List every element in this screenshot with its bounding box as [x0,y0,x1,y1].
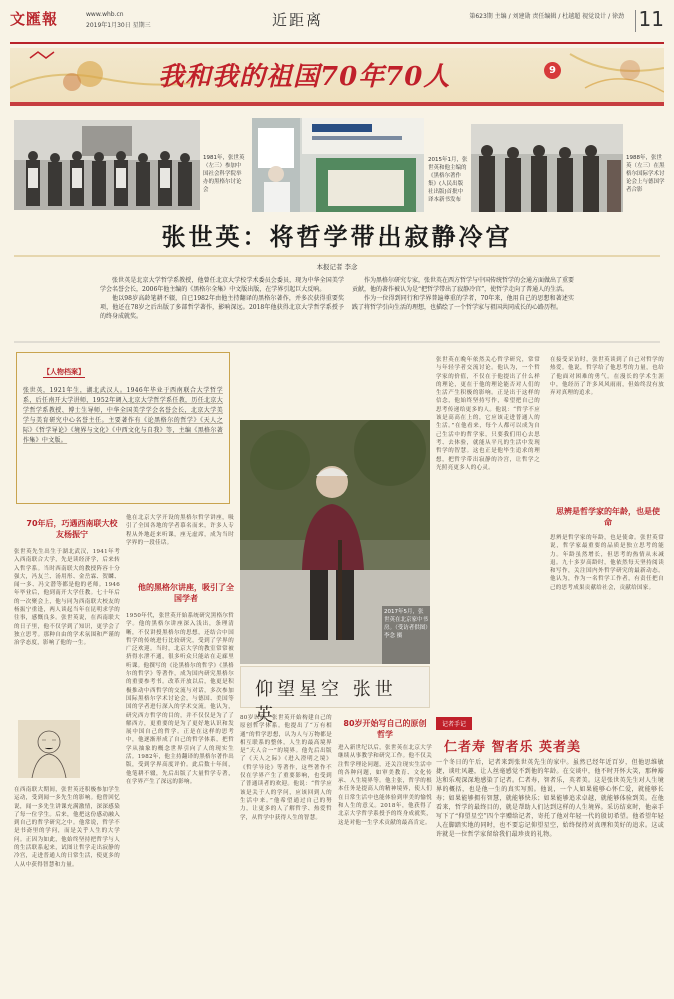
byline: 本报记者 李念 [316,263,358,271]
body-column-1b: 在西南联大期间，张世英还积极参加学生运动，受到闻一多先生的影响。他曾回忆说，闻一多先生讲课充满激情，深深感染了每一位学生。后来，他把这份感动融入到自己的哲学研究之中。他常说，哲学不是书斋里的学问，而是关乎人生的大学问。正因为如此，他始终坚持把哲学与人的生活联系起来，试图让哲学走出寂静的冷宫，走进普通人的日常生活，使更多的人从中获得智慧和力量。 [14,787,120,868]
profile-tag: 【人物档案】 [43,367,85,376]
column-label: 记者手记 [436,717,472,730]
section-title: 近距离 [272,11,324,29]
banner-title: 我和我的祖国70年70人 [158,62,451,92]
intro-paragraph: 张世英是北京大学哲学系教授，他曾任北京大学校学术委员会委员，现为中华全国美学学会名誉会长，2006年他主编的《黑格尔全集》中文版出版，在学界引起巨大反响。 [100,277,344,293]
profile-text: 张世英，1921年生，湖北武汉人。1946年毕业于西南联合大学哲学系，后任南开大学讲师，1952年调入北京大学哲学系任教，历任北京大学哲学系教授、博士生导师，中华全国美学学会名誉会长，北京大学美学与美育研究中心名誉主任。主要著作有《论黑格尔的哲学》《天人之际》《哲学导论》《境界与文化》《中西文化与自我》等，主编《黑格尔著作集》中文版。 [23,387,223,444]
calligraphy-panel [240,666,430,726]
intro-paragraph: 作为一位得到同行和学界普遍尊重的学者，70年来，他用自己的思想和著述实践了将哲学引向生活的理想，也描绘了一个哲学家与祖国共同成长的心路历程。 [352,295,574,311]
photo-caption-1: 1981年，张世英（左三）参加中国社会科学院举办的黑格尔讨论会 [203,155,245,193]
column-title: 仁者寿 智者乐 英者美 [444,740,582,755]
header-divider [635,10,636,32]
body-column-2: 他在北京大学开设的黑格尔哲学讲座，吸引了全国各地的学者慕名而来，许多人专程从外地赶来听课，座无虚席，成为当时学界的一段佳话。 [126,515,234,546]
intro-paragraph: 他以98岁高龄笔耕不辍，自已1982年由他主持翻译的黑格尔著作，并多次获得重要奖项，他还在78岁之后出版了多部哲学著作，影响深远。2018年他获得北京大学哲学系授予的终身成就奖。 [100,295,344,320]
intro-rule [0,340,674,344]
intro-col-1 [100,276,344,336]
section-heading-2: 他的黑格尔讲座，吸引了全国学者 [138,583,234,603]
calligraphy-text: 仰望星空 张世英 [255,679,397,726]
series-number-badge: 9 [544,62,561,79]
headline-rule [0,254,674,258]
article-headline: 张世英：将哲学带出寂静冷宫 [161,223,513,251]
portrait-sketch [18,720,80,778]
photo-caption-3: 1988年，张世英（左三）在黑格尔国际学术讨论会上与德国学者合影 [626,155,665,193]
body-column-6b: 思辨是哲学家的年龄，也是使命。张世英常说，哲学家最重要的品质是独立思考的能力。年龄虽然增长，但思考的热情从未减退。九十多岁高龄时，他依然每天坚持阅读和写作，关注国内外哲学研究的最新动态。他认为，作为一名哲学工作者，有责任把自己的思考成果贡献给社会，贡献给国家。 [550,535,664,591]
profile-box [16,352,230,504]
photo-strip [10,110,664,214]
page-header [10,6,664,44]
intro-col-2 [352,276,574,336]
section-heading-3: 80岁开始写自己的原创哲学 [343,719,427,739]
page-number: 11 [638,7,664,31]
photo-1981-group [14,120,200,210]
portrait-caption: 2017年5月，张世英在北京家中书房。（受访者供图）李念 摄 [382,606,430,664]
photo-2015-launch [252,118,424,212]
photo-caption-2: 2015年1月，张世英和他主编的《黑格尔著作集》(人民出版社出版)首批中译本新书发布 [428,157,468,203]
site-url: www.whb.cn [86,11,124,18]
photo-1988-conference [471,124,623,212]
body-column-3: 80岁以后，张世英开始构建自己的原创哲学体系。他提出了“万有相通”的哲学思想，认为人与万物都是相互联系的整体，人生的最高境界是“天人合一”的境界。他先后出版了《天人之际》《进入澄明之境》《哲学导论》等著作，这些著作不仅在学界产生了重要影响，也受到了普通读者的欢迎。他说：“哲学应该是关于人的学问，应该回到人的生活中来。”他希望通过自己的努力，让更多的人了解哲学、热爱哲学，从哲学中获得人生的智慧。 [240,715,332,821]
body-column-5: 张世英在晚年依然关心哲学研究，常常与年轻学者交流讨论。他认为，一个哲学家的价值，不仅在于他提出了什么样的理论，更在于他的理论能否对人们的生活产生积极的影响。正是出于这样的信念，他始终坚持写作，希望把自己的思考传递给更多的人。他说：“哲学不应该是高高在上的，它应该走进普通人的生活。”在他看来，每个人都可以成为自己生活中的哲学家，只要我们用心去思考、去体验，就能从平凡的生活中发现哲学的智慧。这也正是他毕生追求的理想，把哲学带出寂静的冷宫，让哲学之光照亮更多人的心灵。 [436,357,540,471]
issue-date: 2019年1月30日 星期三 [86,22,151,29]
body-column-2b: 1950年代，张世英开始系统研究黑格尔哲学。他的黑格尔讲座深入浅出，条理清晰，不仅讲授黑格尔的思想，还结合中国哲学的传统进行比较研究，受到了学界的广泛欢迎。当时，北京大学的教室常常被挤得水泄不通，很多听众只能站在走廊里听课。他撰写的《论黑格尔的哲学》《黑格尔的哲学》等著作，成为国内研究黑格尔的重要参考书。改革开放以后，他更是积极推动中西哲学的交流与对话，多次参加国际黑格尔学术讨论会，与德国、美国等国的学者进行深入的学术交流。他认为，研究西方哲学的目的，并不仅仅是为了了解西方，更重要的是为了更好地认识和发展中国自己的哲学。正是在这样的思考中，他逐渐形成了自己的哲学体系，把哲学从抽象的概念世界引向了人的现实生活。1982年，他主持翻译的黑格尔著作出版，受到学界高度评价。此后数十年间，他笔耕不辍，先后出版了大量哲学专著，在学界产生了深远的影响。 [126,613,234,785]
series-banner [10,48,664,106]
section-heading-1: 70年后，巧遇西南联大校友杨振宁 [26,519,118,539]
masthead-logo: 文匯報 [10,10,59,28]
section-heading-4: 思辨是哲学家的年龄，也是使命 [556,507,660,527]
intro-paragraph: 作为黑格尔研究专家，张世英在西方哲学与中国传统哲学的会通方面做出了重要贡献，他的著作被认为是“把哲学带出了寂静冷宫”，使哲学走向了普通人的生活。 [352,277,574,293]
column-body: 一个冬日的午后，记者来到张世英先生的家中。虽然已经年近百岁，但他思维敏捷，谈吐风趣，让人丝毫感觉不到他的年龄。在交谈中，他不时开怀大笑，那种豁达和乐观深深地感染了记者。仁者寿，智者乐，英者美。这是张世英先生对人生境界的概括，也是他一生的真实写照。他说，一个人如果能够心怀仁爱，就能够长寿；如果能够拥有智慧，就能够快乐；如果能够追求卓越，就能够体验到美。在他看来，哲学的最终目的，就是帮助人们达到这样的人生境界。采访结束时，他亲手写下了“仰望星空”四个字赠给记者，寄托了他对年轻一代的殷切希望。他希望年轻人在脚踏实地的同时，也不要忘记仰望星空，始终保持对真理和美好的追求。这或许就是一位哲学家留给我们最珍贵的礼物。 [436,759,664,838]
body-column-6: 在接受采访时，张世英谈到了自己对哲学的热爱。他说，哲学给了他思考的力量，也给了他面对困难的勇气。在漫长的学术生涯中，他经历了许多风风雨雨，但始终没有放弃对真理的追求。 [550,357,664,397]
body-column-1: 张世英先生出生于湖北武汉，1941年考入西南联合大学，先是读经济学，后来转入哲学系。当时西南联大的教授阵容十分强大，冯友兰、汤用彤、金岳霖、贺麟、闻一多、冯文潜等都是他的老师。1946年毕业后，他到南开大学任教。七十年后的一次聚会上，他与同为西南联大校友的杨振宁重逢，两人谈起当年在昆明求学的往事，感慨良多。张世英说，在西南联大的日子里，他不仅学到了知识，更学会了独立思考。那种自由的学术氛围和严谨的治学态度，影响了他的一生。 [14,549,120,647]
body-column-4: 进入新世纪以后，张世英在北京大学继续从事教学和研究工作。他不仅关注哲学理论问题，还关注现实生活中的各种问题，如审美教育、文化传承、人生境界等。他主张，哲学的根本任务是提高人的精神境界，使人们在日常生活中也能体验到审美的愉悦和人生的意义。2018年，他获得了北京大学哲学系授予的终身成就奖，这是对他一生学术贡献的最高肯定。 [338,745,432,826]
editor-info: 第623期 主编 / 刘建勋 责任编辑 / 杜越超 视觉设计 / 徐劲 [469,13,624,20]
